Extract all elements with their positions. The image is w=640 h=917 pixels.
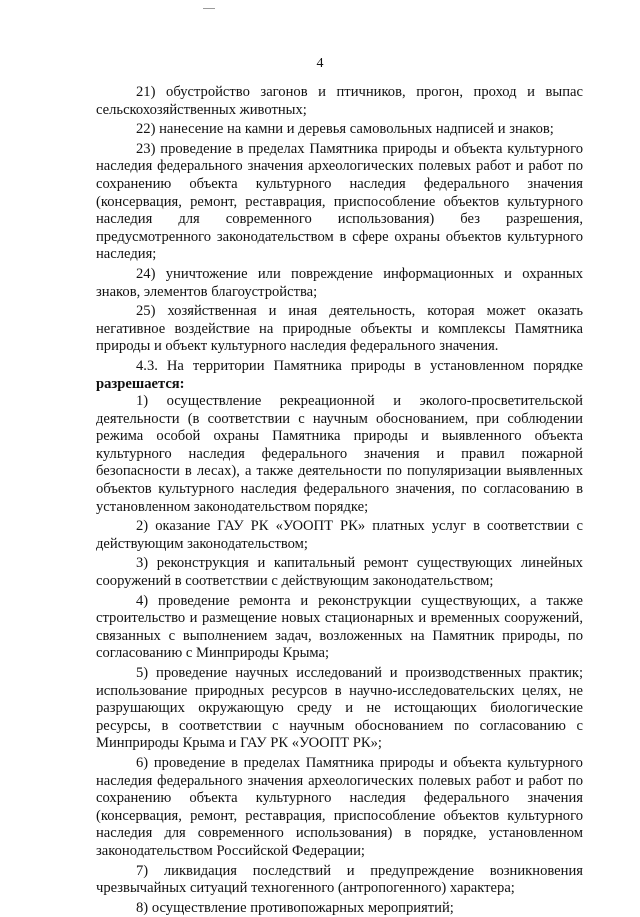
list-item — [96, 518, 583, 553]
item-number: 2) — [136, 518, 149, 535]
list-item — [96, 84, 583, 119]
document-body — [96, 84, 583, 917]
item-number: 1) — [136, 393, 149, 410]
item-number: 23) — [136, 140, 156, 157]
item-number: 5) — [136, 665, 149, 681]
list-item — [96, 266, 583, 301]
list-item — [96, 121, 583, 139]
item-text: обустройство загонов и птичников, прогон, проход и выпас сельскохозяйственных животных; — [96, 84, 583, 118]
item-number: 4) — [136, 592, 149, 609]
item-number: 22) — [136, 121, 156, 138]
list-item — [96, 303, 583, 356]
item-text: нанесение на камни и деревья самовольных надписей и знаков; — [159, 121, 554, 138]
list-item — [96, 555, 583, 590]
item-number: 7) — [136, 862, 149, 879]
section-heading — [96, 358, 583, 393]
item-number: 8) — [136, 899, 149, 916]
list-item — [96, 755, 583, 861]
item-text: ликвидация последствий и предупреждение возникновения чрезвычайных ситуаций техногенного (антропогенного) характера; — [96, 862, 583, 897]
item-number: 6) — [136, 754, 149, 771]
item-text: реконструкция и капитальный ремонт существующих линейных сооружений в соответствии с действующим законодательством; — [96, 555, 583, 590]
section-emphasis: разрешается: — [96, 375, 185, 392]
list-item — [96, 393, 583, 516]
item-text: проведение в пределах Памятника природы и объекта культурного наследия федерального значения археологических полевых работ и работ по сохранению объекта культурного наследия федерального значения (консервация, ремонт, реставрация, приспособление объектов культурного наследия для современного использования) без разрешения, предусмотренного законодательством в сфере охраны объектов культурного наследия; — [96, 140, 583, 263]
section-intro: 4.3. На территории Памятника природы в установленном порядке — [136, 357, 583, 374]
item-number: 24) — [136, 265, 156, 282]
item-text: проведение ремонта и реконструкции существующих, а также строительство и размещение новых стационарных и временных сооружений, связанных с выполнением задач, возложенных на Памятник природы, по согласованию с Минприроды Крыма; — [96, 592, 583, 662]
item-text: проведение научных исследований и производственных практик; использование природных ресурсов в научно-исследовательских целях, не разрушающих окружающую среду и не истощающих биологические ресурсы, в соответствии с научным обоснованием по согласованию с Минприроды Крыма и ГАУ РК «УООПТ РК»; — [96, 665, 583, 752]
item-number: 3) — [136, 555, 149, 572]
item-number: 25) — [136, 303, 156, 320]
page-number: 4 — [316, 56, 324, 71]
list-item — [96, 900, 583, 917]
item-text: уничтожение или повреждение информационных и охранных знаков, элементов благоустройства; — [96, 265, 583, 300]
item-text: осуществление противопожарных мероприятий; — [151, 899, 454, 916]
list-item — [96, 141, 583, 264]
item-text: хозяйственная и иная деятельность, которая может оказать негативное воздействие на природные объекты и комплексы Памятника природы и объект культурного наследия федерального значения. — [96, 303, 583, 355]
scan-artifact-mark — [203, 8, 215, 9]
item-text: оказание ГАУ РК «УООПТ РК» платных услуг в соответствии с действующим законодательством; — [96, 518, 583, 552]
item-text: осуществление рекреационной и эколого-просветительской деятельности (в соответствии с научным обоснованием, при соблюдении режима особой охраны Памятника природы и выявленного объекта культурного наследия федерального значения и правил пожарной безопасности в лесах), а также деятельности по популяризации выявленных объектов культурного наследия федерального значения, по согласованию в установленном законодательством порядке; — [96, 393, 583, 515]
item-text: проведение в пределах Памятника природы и объекта культурного наследия федерального значения археологических полевых работ и работ по сохранению объекта культурного наследия федерального значения (консервация, ремонт, реставрация, приспособление объектов культурного наследия для современного использования) в порядке, установленном законодательством Российской Федерации; — [96, 754, 583, 859]
prohibited-list — [96, 84, 583, 356]
item-number: 21) — [136, 84, 156, 100]
allowed-list — [96, 393, 583, 917]
list-item — [96, 593, 583, 663]
list-item — [96, 863, 583, 898]
list-item — [96, 665, 583, 753]
